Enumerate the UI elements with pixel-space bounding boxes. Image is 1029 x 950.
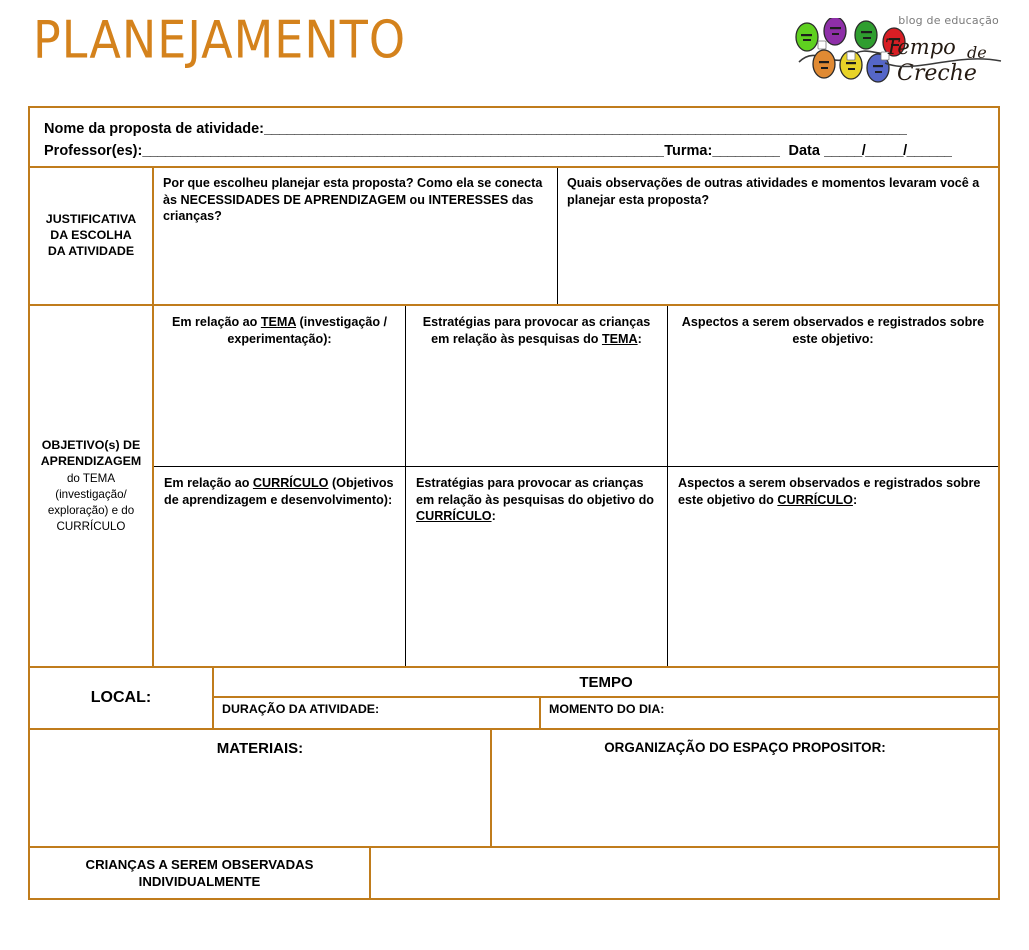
teacher-label: Professor(es): xyxy=(44,143,143,159)
objetivo-label-line-1: OBJETIVO(s) DE xyxy=(41,438,141,453)
local-tempo-band xyxy=(28,668,1000,730)
curriculo-strategies-post: : xyxy=(491,509,496,524)
brand-wordmark xyxy=(883,30,1005,88)
curriculo-objective-field[interactable] xyxy=(154,467,405,666)
objetivo-sub-line-4: CURRÍCULO xyxy=(56,519,126,533)
criancas-observadas-band xyxy=(28,848,1000,900)
identity-band xyxy=(28,106,1000,168)
tema-strategies-post: : xyxy=(637,331,642,346)
objetivo-label-line-2: APRENDIZAGEM xyxy=(40,454,142,469)
document-header xyxy=(0,0,1029,100)
curriculo-observations-post: : xyxy=(852,492,858,507)
materiais-band xyxy=(28,730,1000,848)
objetivo-tema-row xyxy=(154,306,998,466)
curriculo-strategies-field[interactable] xyxy=(405,467,667,666)
criancas-observadas-line-1: CRIANÇAS A SEREM OBSERVADAS xyxy=(85,856,314,872)
materiais-field[interactable]: MATERIAIS: xyxy=(216,740,304,757)
brand-tagline: blog de educação xyxy=(898,14,999,27)
local-field[interactable]: LOCAL: xyxy=(90,689,152,706)
wordmark-creche: Creche xyxy=(897,61,977,86)
class-label: Turma: xyxy=(664,143,713,159)
tema-objective-post: (investigação / experimentação): xyxy=(227,315,388,346)
tema-objective-pre: Em relação ao xyxy=(171,315,261,329)
activity-name-row xyxy=(44,118,986,140)
tempo-column xyxy=(212,668,998,728)
teacher-row xyxy=(44,140,986,162)
objetivo-sub-line-2: (investigação/ xyxy=(55,487,127,501)
tema-observations-field[interactable]: Aspectos a serem observados e registrados sobre este objetivo: xyxy=(667,306,998,466)
tema-objective-keyword: TEMA xyxy=(260,315,297,329)
objetivo-curriculo-row xyxy=(154,466,998,666)
tempo-header: TEMPO xyxy=(579,673,633,691)
tema-strategies-field[interactable] xyxy=(405,306,667,466)
tema-strategies-keyword: TEMA xyxy=(601,331,638,346)
wordmark-de: de xyxy=(967,43,987,62)
class-input[interactable]: _________ xyxy=(712,143,781,159)
wordmark-tempo: Tempo xyxy=(885,35,956,59)
justificativa-label-line-2: DA ESCOLHA xyxy=(50,228,132,243)
date-input[interactable]: _____/_____/______ xyxy=(823,143,953,159)
activity-name-label: Nome da proposta de atividade: xyxy=(44,121,264,137)
objetivo-sub-line-1: do TEMA xyxy=(66,472,116,486)
momento-field[interactable]: MOMENTO DO DIA: xyxy=(539,698,998,728)
tema-objective-field[interactable] xyxy=(154,306,405,466)
justificativa-band xyxy=(28,168,1000,306)
objetivo-band xyxy=(28,306,1000,668)
page-title: PLANEJAMENTO xyxy=(33,9,407,70)
objetivo-sub-line-3: exploração) e do xyxy=(47,503,135,517)
organizacao-espaco-field[interactable]: ORGANIZAÇÃO DO ESPAÇO PROPOSITOR: xyxy=(490,730,998,846)
tema-strategies-pre: Estratégias para provocar as crianças em relação às pesquisas do xyxy=(422,315,651,346)
duracao-field[interactable]: DURAÇÃO DA ATIVIDADE: xyxy=(222,702,380,716)
criancas-observadas-field[interactable] xyxy=(369,848,998,898)
objetivo-body xyxy=(152,306,998,666)
teacher-input[interactable]: _____________________________________________________________________ xyxy=(142,143,665,159)
activity-name-input[interactable]: _____________________________________________________________________________________ xyxy=(263,121,907,137)
curriculo-objective-post: (Objetivos de aprendizagem e desenvolvimento): xyxy=(164,476,394,507)
tempo-fields-row xyxy=(214,696,998,728)
objetivo-row-label xyxy=(30,306,152,666)
justificativa-label-line-3: DA ATIVIDADE xyxy=(47,243,135,258)
criancas-observadas-label xyxy=(30,848,369,898)
justificativa-question-2-field[interactable]: Quais observações de outras atividades e momentos levaram você a planejar esta proposta? xyxy=(557,168,998,304)
justificativa-label-line-1: JUSTIFICATIVA xyxy=(45,212,137,227)
curriculo-strategies-pre: Estratégias para provocar as crianças em relação às pesquisas do objetivo do xyxy=(416,476,654,507)
curriculo-observations-field[interactable] xyxy=(667,467,998,666)
curriculo-objective-pre: Em relação ao xyxy=(164,476,253,490)
brand-logo xyxy=(793,12,1005,90)
justificativa-row-label xyxy=(30,168,152,304)
justificativa-body xyxy=(152,168,998,304)
justificativa-question-1-field[interactable]: Por que escolheu planejar esta proposta? Como ela se conecta às NECESSIDADES DE APRENDIZAGEM ou INTERESSES das crianças? xyxy=(163,176,543,224)
criancas-observadas-line-2: INDIVIDUALMENTE xyxy=(138,874,261,889)
curriculo-observations-keyword: CURRÍCULO xyxy=(777,492,853,507)
curriculo-strategies-keyword: CURRÍCULO xyxy=(416,509,492,524)
planning-table xyxy=(28,106,1000,900)
date-label: Data xyxy=(788,143,820,159)
curriculo-objective-keyword: CURRÍCULO xyxy=(252,476,329,490)
curriculo-observations-pre: Aspectos a serem observados e registrados sobre este objetivo do xyxy=(678,476,981,507)
